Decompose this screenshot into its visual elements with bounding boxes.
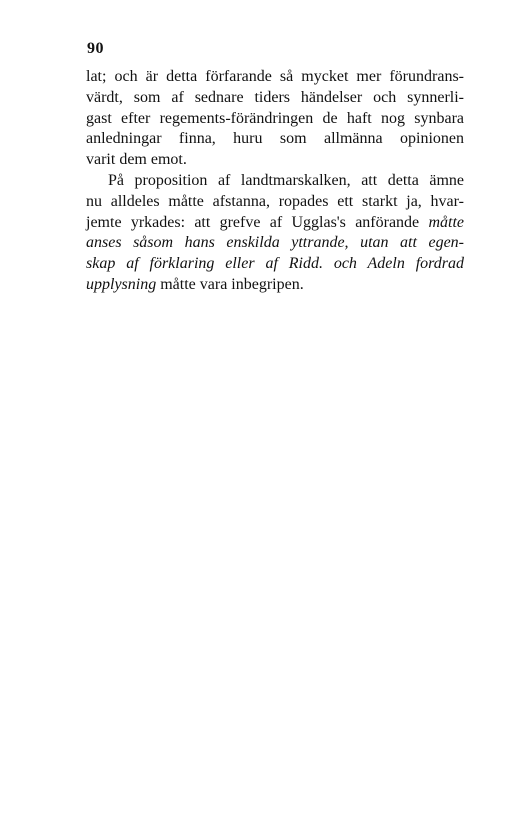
body-text [86,67,464,296]
text-line: gast efter regements-förändringen de haft nog synbara [86,109,464,127]
text-line: anledningar finna, huru som allmänna opinionen [86,130,464,148]
italic-text-segment: måtte [428,213,464,231]
text-line: varit dem emot. [86,151,187,169]
text-segment: På proposition af landtmarskalken, att detta ämne [108,171,464,189]
page-number: 90 [87,40,104,57]
text-line [86,254,464,275]
text-segment: måtte vara inbegripen. [156,275,304,293]
text-segment: jemte yrkades: att grefve af Ugglas's anförande [86,213,429,231]
text-line [86,213,464,234]
text-segment: nu alldeles måtte afstanna, ropades ett starkt ja, hvar- [86,192,464,210]
text-line: lat; och är detta förfarande så mycket mer förundrans- [86,68,464,85]
text-line [86,233,464,254]
italic-text-segment: upplysning [86,275,157,293]
italic-text-segment: skap af förklaring eller af Ridd. och Adeln fordrad [86,255,464,273]
text-line [86,192,464,213]
text-line [86,275,464,296]
text-line: värdt, som af sednare tiders händelser och synnerli- [86,88,464,106]
text-line [86,171,464,192]
paragraph-2 [86,171,464,296]
paragraph-1 [86,67,464,171]
italic-text-segment: anses såsom hans enskilda yttrande, utan att egen- [86,234,464,252]
